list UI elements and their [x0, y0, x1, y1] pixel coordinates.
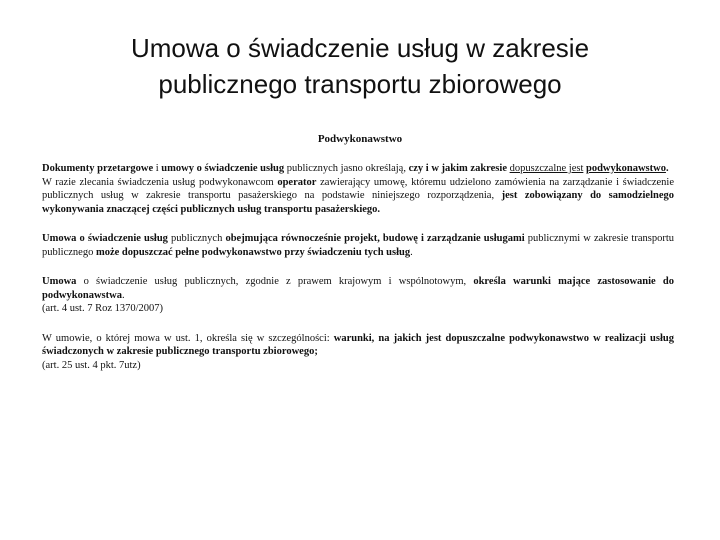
- section-heading: Podwykonawstwo: [317, 133, 403, 145]
- p1-underline-d: dopuszczalne jest: [509, 163, 584, 174]
- p1-text-h: zawierający umowę, któremu udzielono zamówienia na zarządzanie i świadczenie publicznych usług w zakresie transportu pasażerskiego na podstawie niniejszego rozporządzenia,: [42, 176, 674, 201]
- p2-end-c: .: [410, 246, 413, 258]
- title-line-2: publicznego transportu zbiorowego: [158, 69, 562, 99]
- p1-bold-underline-e: podwykonawstwo: [586, 163, 666, 174]
- p2-bold-c: może dopuszczać pełne podwykonawstwo przy świadczeniu tych usług: [95, 246, 411, 258]
- paragraph-1: [42, 162, 674, 216]
- p4-text-a: W umowie, o której mowa w ust. 1, określa się w szczególności:: [42, 332, 334, 344]
- p2-bold-b: obejmująca równocześnie projekt, budowę i zarządzanie usługami: [225, 233, 525, 244]
- p3-bold-b: określa warunki mające zastosowanie do podwykonawstwa: [42, 276, 674, 301]
- p2-text-a: publicznych: [167, 233, 226, 244]
- p4-reference: (art. 25 ust. 4 pkt. 7utz): [42, 359, 141, 371]
- paragraph-4: [42, 332, 674, 373]
- p1-text-b: publicznych jasno określają,: [284, 163, 409, 174]
- p1-end-e: .: [665, 163, 669, 174]
- p3-reference: (art. 4 ust. 7 Roz 1370/2007): [42, 303, 164, 314]
- paragraph-2: [42, 232, 674, 259]
- p3-end-b: .: [121, 289, 125, 301]
- p1-line-2: [42, 176, 674, 217]
- slide-title: [0, 30, 720, 102]
- body-text: [42, 162, 674, 372]
- p3-bold-a: Umowa: [42, 276, 77, 287]
- p2-text-b: publicznymi w zakresie transportu publicznego: [42, 233, 675, 258]
- p1-bold-a: Dokumenty przetargowe: [42, 163, 154, 174]
- p1-bold-g: operator: [277, 176, 317, 188]
- p3-text-a: o świadczenie usług publicznych, zgodnie z prawem krajowym i wspólnotowym,: [76, 276, 474, 287]
- p1-bold-c: czy i w jakim zakresie: [408, 163, 507, 174]
- p2-bold-a: Umowa o świadczenie usług: [42, 233, 168, 244]
- p1-text-f: W razie zlecania świadczenia usług podwykonawcom: [42, 176, 278, 188]
- title-line-1: Umowa o świadczenie usług w zakresie: [130, 33, 590, 63]
- p4-bold-b: warunki, na jakich jest dopuszczalne podwykonawstwo w realizacji usług świadczonych w zakresie publicznego transportu zbiorowego;: [42, 332, 674, 357]
- paragraph-3: [42, 275, 674, 316]
- p1-text-a: i: [153, 163, 162, 174]
- p1-bold-i: jest zobowiązany do samodzielnego wykonywania znaczącej części publicznych usług transportu pasażerskiego.: [42, 190, 674, 215]
- p1-bold-b: umowy o świadczenie usług: [161, 163, 285, 174]
